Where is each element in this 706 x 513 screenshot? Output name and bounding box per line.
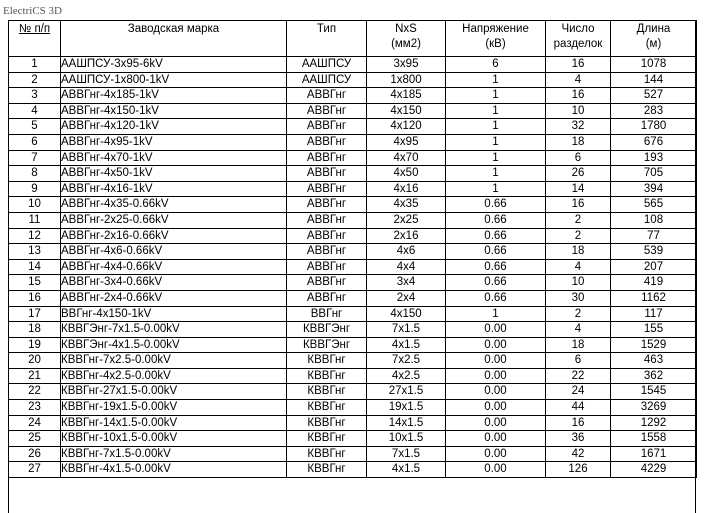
cell-nxs: 4х185 <box>367 88 446 104</box>
cell-nxs: 7х2.5 <box>367 353 446 369</box>
cell-num: 18 <box>9 322 61 338</box>
cell-brand: КВВГЭнг-7х1.5-0.00kV <box>61 322 287 338</box>
cell-brand: КВВГнг-7х2.5-0.00kV <box>61 353 287 369</box>
cell-sections: 4 <box>546 72 611 88</box>
table-row <box>9 400 697 416</box>
cell-voltage: 0.00 <box>446 462 546 478</box>
cell-voltage: 0.66 <box>446 290 546 306</box>
cell-sections: 6 <box>546 353 611 369</box>
cell-type: КВВГнг <box>287 446 367 462</box>
table-row <box>9 322 697 338</box>
cell-nxs: 4х50 <box>367 166 446 182</box>
cell-num: 2 <box>9 72 61 88</box>
cell-nxs: 4х2.5 <box>367 368 446 384</box>
cell-sections: 10 <box>546 103 611 119</box>
cell-brand: КВВГнг-27х1.5-0.00kV <box>61 384 287 400</box>
cell-sections: 2 <box>546 212 611 228</box>
cell-length: 4229 <box>611 462 697 478</box>
cell-type: ААШПСУ <box>287 72 367 88</box>
cell-type: КВВГнг <box>287 400 367 416</box>
cell-length: 1162 <box>611 290 697 306</box>
cell-type: КВВГнг <box>287 384 367 400</box>
cell-nxs: 3х4 <box>367 275 446 291</box>
cell-type: КВВГнг <box>287 431 367 447</box>
cell-sections: 18 <box>546 337 611 353</box>
cell-brand: КВВГнг-14х1.5-0.00kV <box>61 415 287 431</box>
cell-nxs: 2х4 <box>367 290 446 306</box>
app-title: ElectriCS 3D <box>3 5 62 17</box>
cell-num: 14 <box>9 259 61 275</box>
cell-type: КВВГЭнг <box>287 322 367 338</box>
cell-type: АВВГнг <box>287 275 367 291</box>
cell-type: АВВГнг <box>287 212 367 228</box>
cell-nxs: 4х70 <box>367 150 446 166</box>
cell-brand: АВВГнг-4х6-0.66kV <box>61 244 287 260</box>
cell-length: 193 <box>611 150 697 166</box>
cell-num: 25 <box>9 431 61 447</box>
cell-sections: 16 <box>546 197 611 213</box>
table-row <box>9 88 697 104</box>
cell-length: 676 <box>611 134 697 150</box>
cell-voltage: 0.00 <box>446 337 546 353</box>
cell-brand: КВВГнг-19х1.5-0.00kV <box>61 400 287 416</box>
cell-nxs: 19х1.5 <box>367 400 446 416</box>
table-row <box>9 228 697 244</box>
cell-num: 17 <box>9 306 61 322</box>
cell-nxs: 4х120 <box>367 119 446 135</box>
cell-nxs: 4х150 <box>367 306 446 322</box>
cell-voltage: 0.00 <box>446 368 546 384</box>
table-row <box>9 446 697 462</box>
cell-brand: АВВГнг-4х4-0.66kV <box>61 259 287 275</box>
cell-num: 12 <box>9 228 61 244</box>
cell-type: АВВГнг <box>287 103 367 119</box>
cell-brand: АВВГнг-4х50-1kV <box>61 166 287 182</box>
cell-voltage: 0.00 <box>446 446 546 462</box>
table-body <box>9 57 697 478</box>
cell-nxs: 4х1.5 <box>367 337 446 353</box>
cell-sections: 4 <box>546 322 611 338</box>
cell-num: 11 <box>9 212 61 228</box>
cell-num: 13 <box>9 244 61 260</box>
cell-voltage: 1 <box>446 72 546 88</box>
cell-sections: 4 <box>546 259 611 275</box>
cell-sections: 2 <box>546 228 611 244</box>
cell-length: 1780 <box>611 119 697 135</box>
col-header-voltage: Напряжение (кВ) <box>446 21 546 57</box>
table-row <box>9 337 697 353</box>
cell-num: 6 <box>9 134 61 150</box>
table-row <box>9 244 697 260</box>
cell-type: АВВГнг <box>287 88 367 104</box>
cell-length: 539 <box>611 244 697 260</box>
cell-sections: 10 <box>546 275 611 291</box>
cell-type: КВВГнг <box>287 462 367 478</box>
cell-brand: АВВГнг-2х25-0.66kV <box>61 212 287 228</box>
cell-sections: 30 <box>546 290 611 306</box>
cell-nxs: 3х95 <box>367 57 446 73</box>
cell-voltage: 1 <box>446 119 546 135</box>
cell-voltage: 0.00 <box>446 400 546 416</box>
table-row <box>9 384 697 400</box>
cell-nxs: 10х1.5 <box>367 431 446 447</box>
cell-voltage: 0.66 <box>446 275 546 291</box>
cell-brand: АВВГнг-4х120-1kV <box>61 119 287 135</box>
table-row <box>9 119 697 135</box>
cell-sections: 18 <box>546 244 611 260</box>
table-row <box>9 166 697 182</box>
cell-nxs: 1х800 <box>367 72 446 88</box>
cell-nxs: 7х1.5 <box>367 322 446 338</box>
cell-nxs: 2х16 <box>367 228 446 244</box>
cell-brand: ААШПСУ-1х800-1kV <box>61 72 287 88</box>
table-row <box>9 306 697 322</box>
table-row <box>9 181 697 197</box>
cell-num: 3 <box>9 88 61 104</box>
table-row <box>9 275 697 291</box>
col-header-sections: Число разделок <box>546 21 611 57</box>
cell-sections: 32 <box>546 119 611 135</box>
cell-voltage: 0.66 <box>446 212 546 228</box>
cell-brand: АВВГнг-4х150-1kV <box>61 103 287 119</box>
cell-sections: 16 <box>546 88 611 104</box>
table-row <box>9 72 697 88</box>
cell-voltage: 0.00 <box>446 415 546 431</box>
table-row <box>9 368 697 384</box>
cell-brand: АВВГнг-4х35-0.66kV <box>61 197 287 213</box>
cell-num: 8 <box>9 166 61 182</box>
cell-sections: 26 <box>546 166 611 182</box>
table-row <box>9 134 697 150</box>
table-row <box>9 197 697 213</box>
table-row <box>9 462 697 478</box>
cell-num: 4 <box>9 103 61 119</box>
cell-voltage: 1 <box>446 134 546 150</box>
table-row <box>9 290 697 306</box>
cell-nxs: 7х1.5 <box>367 446 446 462</box>
cell-sections: 36 <box>546 431 611 447</box>
cell-num: 5 <box>9 119 61 135</box>
cell-nxs: 14х1.5 <box>367 415 446 431</box>
cell-voltage: 0.66 <box>446 197 546 213</box>
cell-nxs: 4х1.5 <box>367 462 446 478</box>
col-header-length: Длина (м) <box>611 21 697 57</box>
cell-type: АВВГнг <box>287 181 367 197</box>
cell-sections: 42 <box>546 446 611 462</box>
cell-brand: КВВГнг-4х2.5-0.00kV <box>61 368 287 384</box>
cell-length: 1292 <box>611 415 697 431</box>
cell-type: КВВГнг <box>287 353 367 369</box>
cell-brand: ВВГнг-4х150-1kV <box>61 306 287 322</box>
cell-type: АВВГнг <box>287 134 367 150</box>
cell-type: КВВГЭнг <box>287 337 367 353</box>
cell-length: 207 <box>611 259 697 275</box>
cell-length: 1529 <box>611 337 697 353</box>
cell-sections: 16 <box>546 57 611 73</box>
cell-num: 27 <box>9 462 61 478</box>
cell-type: АВВГнг <box>287 166 367 182</box>
cell-num: 22 <box>9 384 61 400</box>
cell-sections: 2 <box>546 306 611 322</box>
cell-voltage: 1 <box>446 166 546 182</box>
cell-sections: 18 <box>546 134 611 150</box>
cell-brand: АВВГнг-4х16-1kV <box>61 181 287 197</box>
cell-type: АВВГнг <box>287 259 367 275</box>
cell-voltage: 0.66 <box>446 259 546 275</box>
cell-brand: АВВГнг-3х4-0.66kV <box>61 275 287 291</box>
cell-length: 527 <box>611 88 697 104</box>
table-row <box>9 57 697 73</box>
cell-num: 9 <box>9 181 61 197</box>
cell-type: АВВГнг <box>287 244 367 260</box>
cell-voltage: 0.66 <box>446 244 546 260</box>
table-row <box>9 103 697 119</box>
cell-type: КВВГнг <box>287 368 367 384</box>
table-row <box>9 415 697 431</box>
table-row <box>9 431 697 447</box>
col-header-type: Тип <box>287 21 367 57</box>
cell-voltage: 1 <box>446 150 546 166</box>
cell-voltage: 0.00 <box>446 384 546 400</box>
cell-length: 463 <box>611 353 697 369</box>
table-row <box>9 150 697 166</box>
cell-length: 705 <box>611 166 697 182</box>
cell-brand: КВВГнг-7х1.5-0.00kV <box>61 446 287 462</box>
cell-length: 362 <box>611 368 697 384</box>
cell-type: АВВГнг <box>287 228 367 244</box>
cell-length: 108 <box>611 212 697 228</box>
cell-length: 1078 <box>611 57 697 73</box>
cell-nxs: 4х16 <box>367 181 446 197</box>
cell-voltage: 0.66 <box>446 228 546 244</box>
cell-brand: КВВГЭнг-4х1.5-0.00kV <box>61 337 287 353</box>
cell-brand: АВВГнг-4х185-1kV <box>61 88 287 104</box>
table-row <box>9 212 697 228</box>
cell-num: 16 <box>9 290 61 306</box>
cell-sections: 14 <box>546 181 611 197</box>
cell-brand: АВВГнг-2х16-0.66kV <box>61 228 287 244</box>
cell-voltage: 0.00 <box>446 431 546 447</box>
cell-voltage: 6 <box>446 57 546 73</box>
table-row <box>9 353 697 369</box>
cell-voltage: 0.00 <box>446 322 546 338</box>
cell-num: 7 <box>9 150 61 166</box>
cell-nxs: 27х1.5 <box>367 384 446 400</box>
cell-num: 10 <box>9 197 61 213</box>
cell-length: 144 <box>611 72 697 88</box>
cell-length: 1671 <box>611 446 697 462</box>
cell-num: 19 <box>9 337 61 353</box>
cell-sections: 16 <box>546 415 611 431</box>
cell-num: 1 <box>9 57 61 73</box>
cell-length: 117 <box>611 306 697 322</box>
cell-num: 21 <box>9 368 61 384</box>
cell-brand: АВВГнг-4х70-1kV <box>61 150 287 166</box>
cell-num: 15 <box>9 275 61 291</box>
cell-brand: АВВГнг-2х4-0.66kV <box>61 290 287 306</box>
cell-num: 20 <box>9 353 61 369</box>
cell-voltage: 1 <box>446 103 546 119</box>
cell-nxs: 4х150 <box>367 103 446 119</box>
cell-length: 3269 <box>611 400 697 416</box>
cell-type: АВВГнг <box>287 197 367 213</box>
col-header-nxs: NxS (мм2) <box>367 21 446 57</box>
cell-num: 23 <box>9 400 61 416</box>
cell-length: 1558 <box>611 431 697 447</box>
cell-length: 1545 <box>611 384 697 400</box>
cell-brand: АВВГнг-4х95-1kV <box>61 134 287 150</box>
cell-type: АВВГнг <box>287 290 367 306</box>
cell-brand: КВВГнг-10х1.5-0.00kV <box>61 431 287 447</box>
cell-num: 24 <box>9 415 61 431</box>
cell-length: 283 <box>611 103 697 119</box>
col-header-brand: Заводская марка <box>61 21 287 57</box>
cell-type: ААШПСУ <box>287 57 367 73</box>
cell-brand: КВВГнг-4х1.5-0.00kV <box>61 462 287 478</box>
cell-nxs: 4х35 <box>367 197 446 213</box>
cell-type: КВВГнг <box>287 415 367 431</box>
cell-nxs: 4х4 <box>367 259 446 275</box>
cell-voltage: 0.00 <box>446 353 546 369</box>
cell-length: 394 <box>611 181 697 197</box>
cell-length: 155 <box>611 322 697 338</box>
cell-sections: 6 <box>546 150 611 166</box>
cell-brand: ААШПСУ-3х95-6kV <box>61 57 287 73</box>
table-header-row <box>9 21 697 57</box>
cell-nxs: 4х6 <box>367 244 446 260</box>
cell-type: АВВГнг <box>287 150 367 166</box>
table-row <box>9 259 697 275</box>
cell-voltage: 1 <box>446 306 546 322</box>
cell-sections: 22 <box>546 368 611 384</box>
cable-table <box>8 20 697 478</box>
cell-length: 77 <box>611 228 697 244</box>
cell-type: АВВГнг <box>287 119 367 135</box>
cell-voltage: 1 <box>446 181 546 197</box>
col-header-num: № п/п <box>9 21 61 57</box>
cell-sections: 44 <box>546 400 611 416</box>
cell-nxs: 2х25 <box>367 212 446 228</box>
cell-sections: 24 <box>546 384 611 400</box>
cell-length: 565 <box>611 197 697 213</box>
cell-nxs: 4х95 <box>367 134 446 150</box>
cell-type: ВВГнг <box>287 306 367 322</box>
cell-sections: 126 <box>546 462 611 478</box>
cell-length: 419 <box>611 275 697 291</box>
cell-num: 26 <box>9 446 61 462</box>
cell-voltage: 1 <box>446 88 546 104</box>
